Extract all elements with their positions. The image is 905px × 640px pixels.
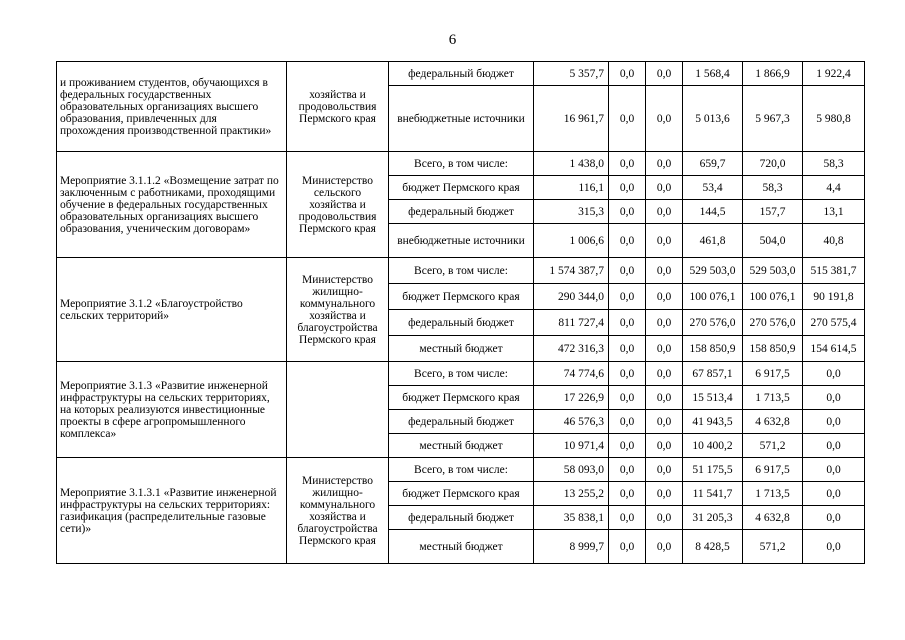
amount-cell: 0,0 bbox=[646, 224, 683, 258]
funding-source: Всего, в том числе: bbox=[389, 362, 534, 386]
amount-cell: 270 576,0 bbox=[743, 310, 803, 336]
amount-cell: 16 961,7 bbox=[534, 86, 609, 152]
table-row bbox=[57, 362, 865, 386]
amount-cell: 0,0 bbox=[609, 530, 646, 564]
amount-cell: 529 503,0 bbox=[743, 258, 803, 284]
amount-cell: 8 428,5 bbox=[683, 530, 743, 564]
amount-cell: 0,0 bbox=[803, 482, 865, 506]
amount-cell: 100 076,1 bbox=[683, 284, 743, 310]
amount-cell: 0,0 bbox=[609, 336, 646, 362]
amount-cell: 811 727,4 bbox=[534, 310, 609, 336]
funding-source: федеральный бюджет bbox=[389, 410, 534, 434]
amount-cell: 0,0 bbox=[609, 200, 646, 224]
amount-cell: 0,0 bbox=[803, 434, 865, 458]
amount-cell: 4,4 bbox=[803, 176, 865, 200]
table-row bbox=[57, 152, 865, 176]
amount-cell: 504,0 bbox=[743, 224, 803, 258]
amount-cell: 0,0 bbox=[646, 458, 683, 482]
amount-cell: 144,5 bbox=[683, 200, 743, 224]
amount-cell: 0,0 bbox=[609, 284, 646, 310]
table-row bbox=[57, 258, 865, 284]
funding-table bbox=[56, 61, 865, 564]
funding-source: бюджет Пермского края bbox=[389, 386, 534, 410]
amount-cell: 0,0 bbox=[646, 310, 683, 336]
amount-cell: 720,0 bbox=[743, 152, 803, 176]
amount-cell: 0,0 bbox=[609, 362, 646, 386]
amount-cell: 0,0 bbox=[609, 86, 646, 152]
amount-cell: 58,3 bbox=[803, 152, 865, 176]
amount-cell: 461,8 bbox=[683, 224, 743, 258]
amount-cell: 1 568,4 bbox=[683, 62, 743, 86]
amount-cell: 5 967,3 bbox=[743, 86, 803, 152]
amount-cell: 270 576,0 bbox=[683, 310, 743, 336]
amount-cell: 0,0 bbox=[646, 258, 683, 284]
amount-cell: 0,0 bbox=[646, 152, 683, 176]
amount-cell: 157,7 bbox=[743, 200, 803, 224]
executor-name: Министерство сельского хозяйства и продовольствия Пермского края bbox=[287, 152, 389, 258]
executor-name: хозяйства и продовольствия Пермского края bbox=[287, 62, 389, 152]
amount-cell: 67 857,1 bbox=[683, 362, 743, 386]
amount-cell: 58,3 bbox=[743, 176, 803, 200]
amount-cell: 40,8 bbox=[803, 224, 865, 258]
executor-name: Министерство жилищно-коммунального хозяйства и благоустройства Пермского края bbox=[287, 258, 389, 362]
amount-cell: 0,0 bbox=[803, 362, 865, 386]
amount-cell: 158 850,9 bbox=[683, 336, 743, 362]
amount-cell: 0,0 bbox=[609, 176, 646, 200]
amount-cell: 0,0 bbox=[609, 434, 646, 458]
amount-cell: 158 850,9 bbox=[743, 336, 803, 362]
amount-cell: 0,0 bbox=[646, 62, 683, 86]
amount-cell: 15 513,4 bbox=[683, 386, 743, 410]
amount-cell: 1 866,9 bbox=[743, 62, 803, 86]
amount-cell: 154 614,5 bbox=[803, 336, 865, 362]
amount-cell: 5 357,7 bbox=[534, 62, 609, 86]
amount-cell: 0,0 bbox=[609, 224, 646, 258]
amount-cell: 90 191,8 bbox=[803, 284, 865, 310]
amount-cell: 472 316,3 bbox=[534, 336, 609, 362]
measure-name: Мероприятие 3.1.1.2 «Возмещение затрат по заключенным с работниками, проходящими обучение в федеральных государственных образовательных организациях высшего образования, ученическим договорам» bbox=[57, 152, 287, 258]
amount-cell: 1 574 387,7 bbox=[534, 258, 609, 284]
amount-cell: 1 438,0 bbox=[534, 152, 609, 176]
amount-cell: 53,4 bbox=[683, 176, 743, 200]
amount-cell: 0,0 bbox=[803, 458, 865, 482]
amount-cell: 315,3 bbox=[534, 200, 609, 224]
amount-cell: 6 917,5 bbox=[743, 362, 803, 386]
amount-cell: 529 503,0 bbox=[683, 258, 743, 284]
funding-source: Всего, в том числе: bbox=[389, 258, 534, 284]
funding-source: местный бюджет bbox=[389, 336, 534, 362]
amount-cell: 1 713,5 bbox=[743, 482, 803, 506]
amount-cell: 0,0 bbox=[609, 482, 646, 506]
amount-cell: 0,0 bbox=[646, 176, 683, 200]
amount-cell: 41 943,5 bbox=[683, 410, 743, 434]
amount-cell: 5 980,8 bbox=[803, 86, 865, 152]
funding-source: местный бюджет bbox=[389, 434, 534, 458]
amount-cell: 0,0 bbox=[803, 506, 865, 530]
amount-cell: 6 917,5 bbox=[743, 458, 803, 482]
table-row bbox=[57, 458, 865, 482]
amount-cell: 51 175,5 bbox=[683, 458, 743, 482]
executor-name: Министерство жилищно-коммунального хозяйства и благоустройства Пермского края bbox=[287, 458, 389, 564]
funding-source: федеральный бюджет bbox=[389, 310, 534, 336]
amount-cell: 35 838,1 bbox=[534, 506, 609, 530]
measure-name: Мероприятие 3.1.2 «Благоустройство сельских территорий» bbox=[57, 258, 287, 362]
amount-cell: 571,2 bbox=[743, 530, 803, 564]
amount-cell: 0,0 bbox=[646, 482, 683, 506]
funding-source: бюджет Пермского края bbox=[389, 482, 534, 506]
funding-source: внебюджетные источники bbox=[389, 86, 534, 152]
amount-cell: 0,0 bbox=[803, 530, 865, 564]
amount-cell: 0,0 bbox=[609, 458, 646, 482]
amount-cell: 515 381,7 bbox=[803, 258, 865, 284]
amount-cell: 270 575,4 bbox=[803, 310, 865, 336]
executor-name bbox=[287, 362, 389, 458]
amount-cell: 10 400,2 bbox=[683, 434, 743, 458]
amount-cell: 0,0 bbox=[609, 152, 646, 176]
amount-cell: 0,0 bbox=[646, 530, 683, 564]
amount-cell: 0,0 bbox=[609, 410, 646, 434]
amount-cell: 0,0 bbox=[609, 258, 646, 284]
table-row bbox=[57, 62, 865, 86]
amount-cell: 0,0 bbox=[646, 336, 683, 362]
amount-cell: 1 713,5 bbox=[743, 386, 803, 410]
amount-cell: 0,0 bbox=[646, 284, 683, 310]
amount-cell: 0,0 bbox=[646, 86, 683, 152]
funding-source: Всего, в том числе: bbox=[389, 152, 534, 176]
amount-cell: 74 774,6 bbox=[534, 362, 609, 386]
amount-cell: 1 922,4 bbox=[803, 62, 865, 86]
measure-name: и проживанием студентов, обучающихся в федеральных государственных образовательных организациях высшего образования, привлеченных для прохождения производственной практики» bbox=[57, 62, 287, 152]
amount-cell: 116,1 bbox=[534, 176, 609, 200]
amount-cell: 0,0 bbox=[646, 200, 683, 224]
amount-cell: 659,7 bbox=[683, 152, 743, 176]
amount-cell: 13 255,2 bbox=[534, 482, 609, 506]
amount-cell: 10 971,4 bbox=[534, 434, 609, 458]
measure-name: Мероприятие 3.1.3.1 «Развитие инженерной инфраструктуры на сельских территориях: газификация (распределительные газовые сети)» bbox=[57, 458, 287, 564]
amount-cell: 0,0 bbox=[646, 506, 683, 530]
funding-source: бюджет Пермского края bbox=[389, 284, 534, 310]
funding-source: внебюджетные источники bbox=[389, 224, 534, 258]
amount-cell: 4 632,8 bbox=[743, 410, 803, 434]
amount-cell: 0,0 bbox=[609, 62, 646, 86]
funding-source: федеральный бюджет bbox=[389, 200, 534, 224]
amount-cell: 100 076,1 bbox=[743, 284, 803, 310]
funding-source: местный бюджет bbox=[389, 530, 534, 564]
amount-cell: 0,0 bbox=[803, 386, 865, 410]
amount-cell: 0,0 bbox=[803, 410, 865, 434]
amount-cell: 1 006,6 bbox=[534, 224, 609, 258]
amount-cell: 0,0 bbox=[609, 506, 646, 530]
amount-cell: 0,0 bbox=[646, 434, 683, 458]
amount-cell: 13,1 bbox=[803, 200, 865, 224]
funding-source: бюджет Пермского края bbox=[389, 176, 534, 200]
amount-cell: 290 344,0 bbox=[534, 284, 609, 310]
measure-name: Мероприятие 3.1.3 «Развитие инженерной инфраструктуры на сельских территориях, на которых реализуются инвестиционные проекты в сфере агропромышленного комплекса» bbox=[57, 362, 287, 458]
funding-source: федеральный бюджет bbox=[389, 62, 534, 86]
amount-cell: 0,0 bbox=[646, 362, 683, 386]
amount-cell: 0,0 bbox=[609, 310, 646, 336]
amount-cell: 58 093,0 bbox=[534, 458, 609, 482]
amount-cell: 0,0 bbox=[646, 410, 683, 434]
page-number: 6 bbox=[448, 32, 457, 48]
funding-source: Всего, в том числе: bbox=[389, 458, 534, 482]
amount-cell: 571,2 bbox=[743, 434, 803, 458]
amount-cell: 4 632,8 bbox=[743, 506, 803, 530]
amount-cell: 46 576,3 bbox=[534, 410, 609, 434]
amount-cell: 11 541,7 bbox=[683, 482, 743, 506]
amount-cell: 0,0 bbox=[646, 386, 683, 410]
amount-cell: 17 226,9 bbox=[534, 386, 609, 410]
amount-cell: 0,0 bbox=[609, 386, 646, 410]
table-body bbox=[57, 62, 865, 564]
amount-cell: 31 205,3 bbox=[683, 506, 743, 530]
amount-cell: 8 999,7 bbox=[534, 530, 609, 564]
funding-source: федеральный бюджет bbox=[389, 506, 534, 530]
amount-cell: 5 013,6 bbox=[683, 86, 743, 152]
